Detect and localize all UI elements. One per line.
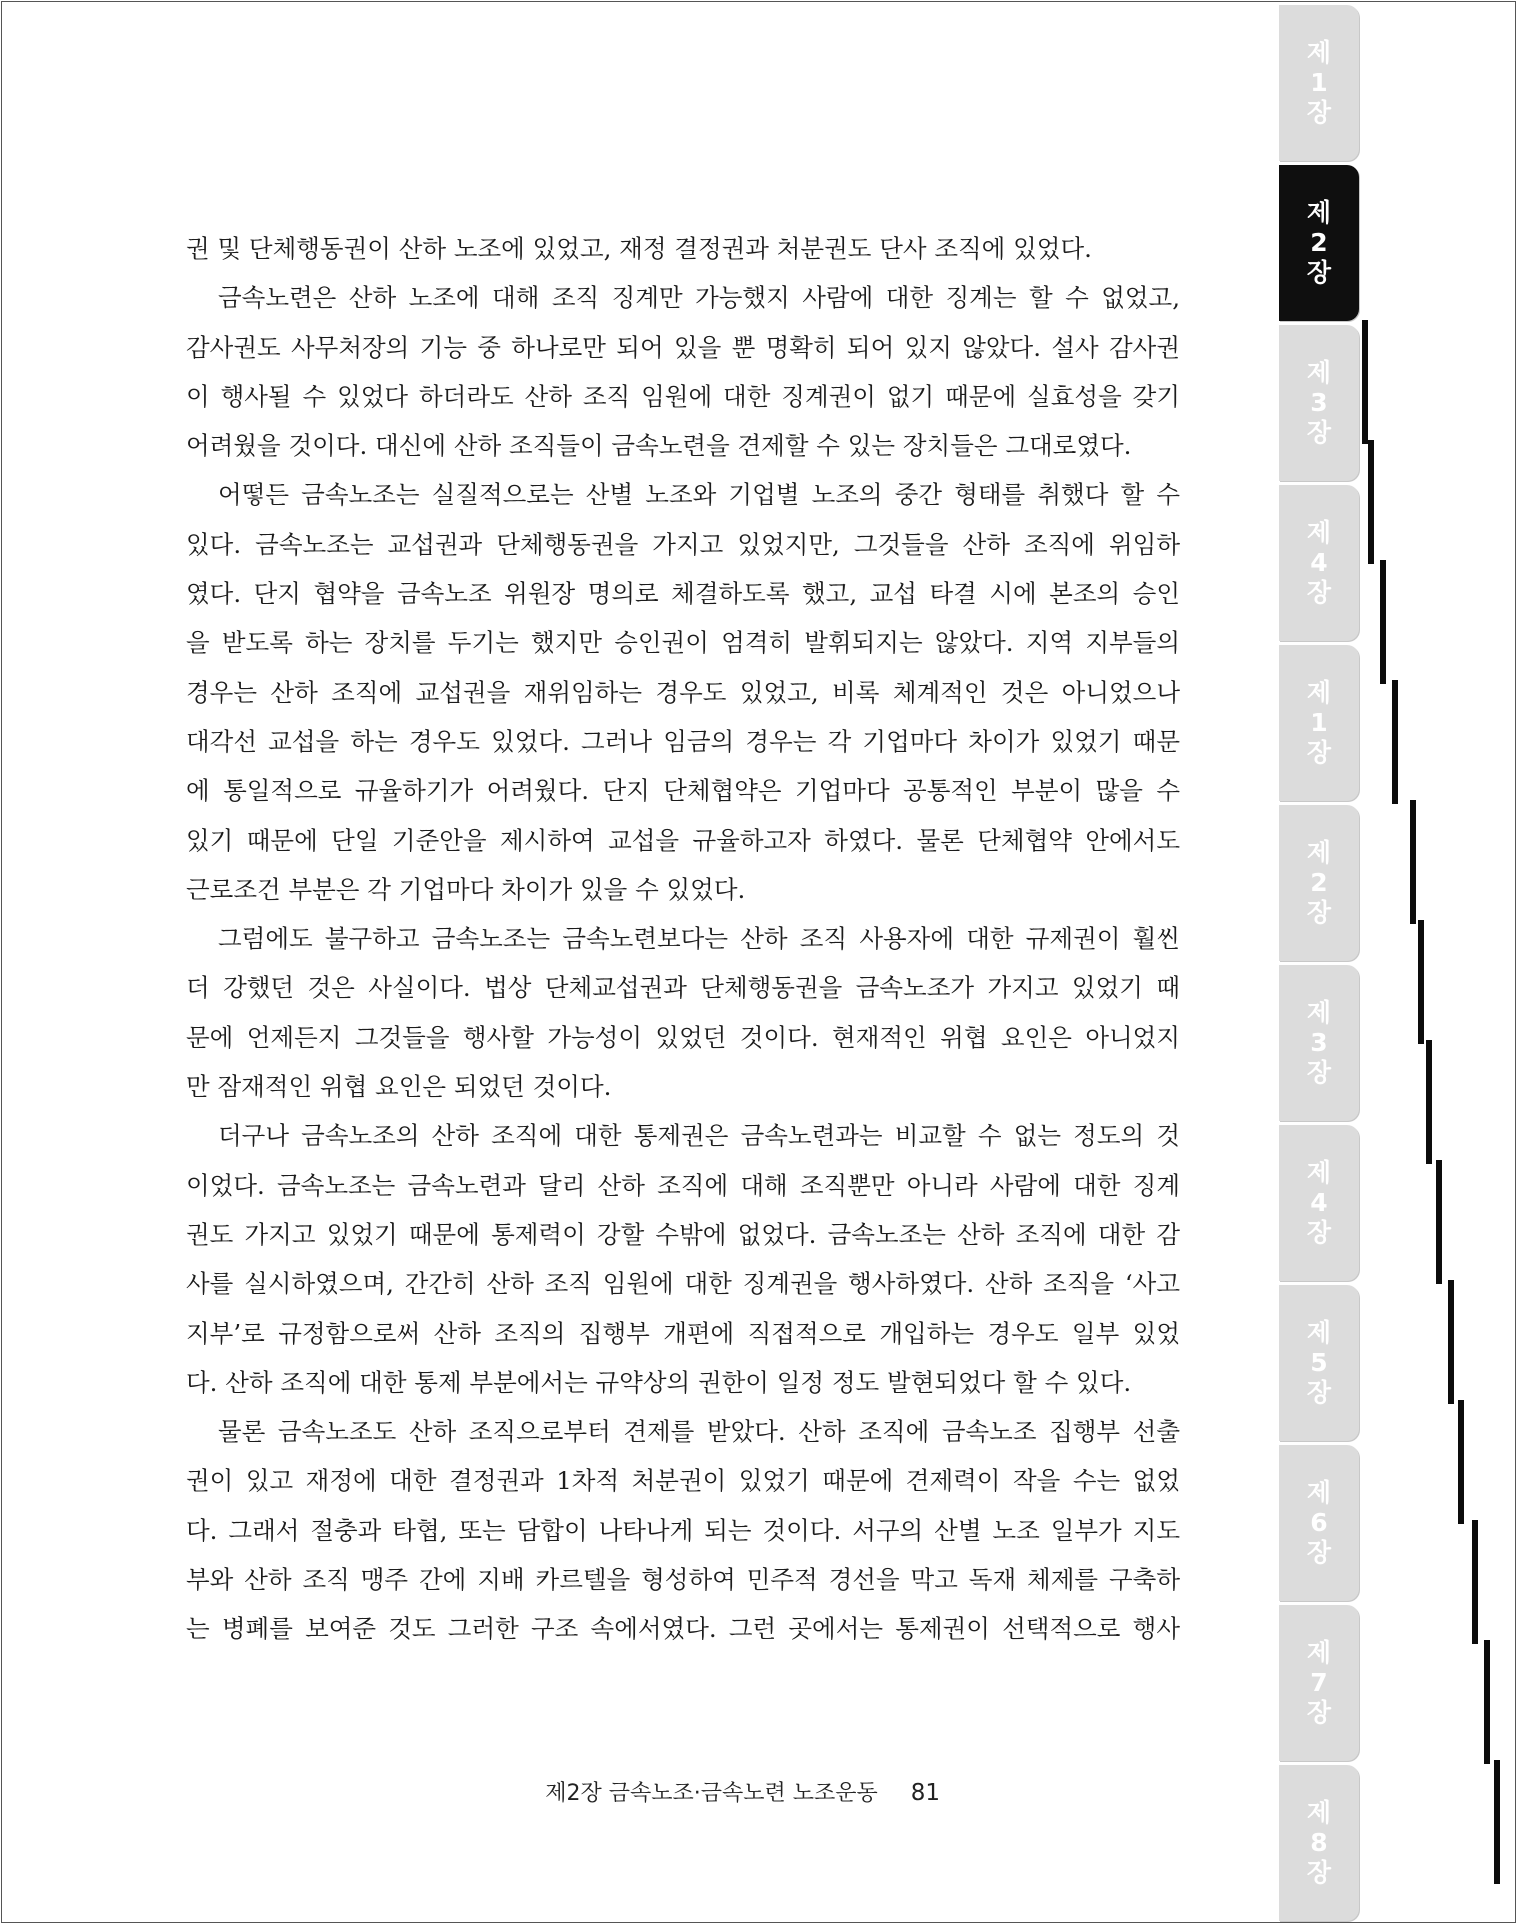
chapter-tab-char: 제 — [1306, 678, 1332, 707]
text-line-content: 경우는 산하 조직에 교섭권을 재위임하는 경우도 있었고, 비록 체계적인 것은 아니었으나 — [186, 677, 1180, 707]
chapter-tab-char: 제 — [1306, 1798, 1332, 1827]
text-line-content: 더구나 금속노조의 산하 조직에 대한 통제권은 금속노련과는 비교할 수 없는 정도의 것 — [218, 1121, 1180, 1151]
chapter-tab-char: 장 — [1306, 418, 1332, 447]
chapter-tab-char: 장 — [1306, 738, 1332, 767]
footer-chapter-title: 제2장 금속노조·금속노련 노조운동 — [545, 1781, 878, 1806]
chapter-tab-char: 제 — [1306, 838, 1332, 867]
text-line-content: 을 받도록 하는 장치를 두기는 했지만 승인권이 엄격히 발휘되지는 않았다. 지역 지부들의 — [186, 628, 1180, 658]
text-line-content: 사를 실시하였으며, 간간히 산하 조직 임원에 대한 징계권을 행사하였다. 산하 조직을 ‘사고 — [186, 1269, 1180, 1299]
text-line-content: 금속노련은 산하 노조에 대해 조직 징계만 가능했지 사람에 대한 징계는 할 수 없었고, — [218, 283, 1180, 313]
chapter-tab-char: 장 — [1306, 98, 1332, 127]
text-line-content: 그럼에도 불구하고 금속노조는 금속노련보다는 산하 조직 사용자에 대한 규제권이 훨씬 — [218, 924, 1180, 954]
chapter-tab-char: 4 — [1310, 1188, 1328, 1217]
text-line-content: 어려웠을 것이다. 대신에 산하 조직들이 금속노련을 견제할 수 있는 장치들은 그대로였다. — [186, 431, 1132, 461]
text-line-content: 있기 때문에 단일 기준안을 제시하여 교섭을 규율하고자 하였다. 물론 단체협약 안에서도 — [186, 825, 1180, 855]
text-line-content: 더 강했던 것은 사실이다. 법상 단체교섭권과 단체행동권을 금속노조가 가지고 있었기 때 — [186, 973, 1180, 1003]
chapter-tab-char: 2 — [1310, 228, 1328, 257]
text-line-content: 부와 산하 조직 맹주 간에 지배 카르텔을 형성하여 민주적 경선을 막고 독재 체제를 구축하 — [186, 1565, 1180, 1595]
chapter-tab-char: 제 — [1306, 1638, 1332, 1667]
chapter-tab-char: 6 — [1310, 1508, 1328, 1537]
text-line-content: 대각선 교섭을 하는 경우도 있었다. 그러나 임금의 경우는 각 기업마다 차이가 있었기 때문 — [186, 726, 1180, 756]
chapter-tab-char: 장 — [1306, 1218, 1332, 1247]
text-line-content: 이었다. 금속노조는 금속노련과 달리 산하 조직에 대해 조직뿐만 아니라 사람에 대한 징계 — [186, 1170, 1180, 1200]
chapter-tab-char: 5 — [1310, 1348, 1328, 1377]
text-line-content: 권도 가지고 있었기 때문에 통제력이 강할 수밖에 없었다. 금속노조는 산하 조직에 대한 감 — [186, 1219, 1180, 1249]
chapter-tab-char: 제 — [1306, 518, 1332, 547]
page-number: 81 — [910, 1780, 940, 1806]
text-line-content: 에 통일적으로 규율하기가 어려웠다. 단지 단체협약은 기업마다 공통적인 부분이 많을 수 — [186, 776, 1180, 806]
chapter-tab-char: 1 — [1310, 708, 1328, 737]
chapter-tab-char: 8 — [1310, 1828, 1328, 1857]
chapter-tab-char: 제 — [1306, 998, 1332, 1027]
text-line-content: 였다. 단지 협약을 금속노조 위원장 명의로 체결하도록 했고, 교섭 타결 시에 본조의 승인 — [186, 579, 1180, 609]
chapter-tab-char: 제 — [1306, 38, 1332, 67]
text-line-content: 다. 그래서 절충과 타협, 또는 담합이 나타나게 되는 것이다. 서구의 산별 노조 일부가 지도 — [186, 1515, 1180, 1545]
chapter-tab-char: 7 — [1310, 1668, 1328, 1697]
chapter-tab-char: 제 — [1306, 1318, 1332, 1347]
chapter-tab-char: 제 — [1306, 198, 1332, 227]
chapter-tab-char: 장 — [1306, 1538, 1332, 1567]
chapter-tab-char: 장 — [1306, 1698, 1332, 1727]
text-line-content: 이 행사될 수 있었다 하더라도 산하 조직 임원에 대한 징계권이 없기 때문에 실효성을 갖기 — [186, 381, 1180, 411]
chapter-tab-char: 장 — [1306, 898, 1332, 927]
chapter-tab-char: 2 — [1310, 868, 1328, 897]
chapter-tab-char: 장 — [1306, 1058, 1332, 1087]
text-line-content: 권이 있고 재정에 대한 결정권과 1차적 처분권이 있었기 때문에 견제력이 작을 수는 없었 — [186, 1466, 1180, 1496]
text-line-content: 어떻든 금속노조는 실질적으로는 산별 노조와 기업별 노조의 중간 형태를 취했다 할 수 — [218, 480, 1180, 510]
text-line-content: 다. 산하 조직에 대한 통제 부분에서는 규약상의 권한이 일정 정도 발현되었다 할 수 있다. — [186, 1367, 1132, 1397]
chapter-tab-char: 장 — [1306, 258, 1332, 287]
text-line-content: 있다. 금속노조는 교섭권과 단체행동권을 가지고 있었지만, 그것들을 산하 조직에 위임하 — [186, 529, 1180, 559]
chapter-tab-char: 4 — [1310, 548, 1328, 577]
chapter-tab-char: 제 — [1306, 1478, 1332, 1507]
text-line-content: 근로조건 부분은 각 기업마다 차이가 있을 수 있었다. — [186, 874, 746, 904]
chapter-tab-char: 장 — [1306, 1378, 1332, 1407]
chapter-tab-char: 장 — [1306, 1858, 1332, 1887]
chapter-tab-char: 3 — [1310, 1028, 1328, 1057]
text-line-content: 물론 금속노조도 산하 조직으로부터 견제를 받았다. 산하 조직에 금속노조 집행부 선출 — [218, 1417, 1180, 1447]
text-line-content: 는 병폐를 보여준 것도 그러한 구조 속에서였다. 그런 곳에서는 통제권이 선택적으로 행사 — [186, 1614, 1180, 1644]
text-line-content: 감사권도 사무처장의 기능 중 하나로만 되어 있을 뿐 명확히 되어 있지 않았다. 설사 감사권 — [186, 332, 1180, 362]
chapter-tab-char: 1 — [1310, 68, 1328, 97]
text-line-content: 권 및 단체행동권이 산하 노조에 있었고, 재정 결정권과 처분권도 단사 조직에 있었다. — [186, 234, 1092, 263]
text-line-content: 지부’로 규정함으로써 산하 조직의 집행부 개편에 직접적으로 개입하는 경우도 일부 있었 — [186, 1318, 1180, 1348]
text-line-content: 문에 언제든지 그것들을 행사할 가능성이 있었던 것이다. 현재적인 위협 요인은 아니었지 — [186, 1022, 1180, 1052]
chapter-tab-char: 장 — [1306, 578, 1332, 607]
chapter-tab-char: 3 — [1310, 388, 1328, 417]
chapter-tab-char: 제 — [1306, 358, 1332, 387]
image-border — [1, 1, 1516, 1923]
text-line-content: 만 잠재적인 위협 요인은 되었던 것이다. — [186, 1072, 612, 1102]
chapter-tab-char: 제 — [1306, 1158, 1332, 1187]
